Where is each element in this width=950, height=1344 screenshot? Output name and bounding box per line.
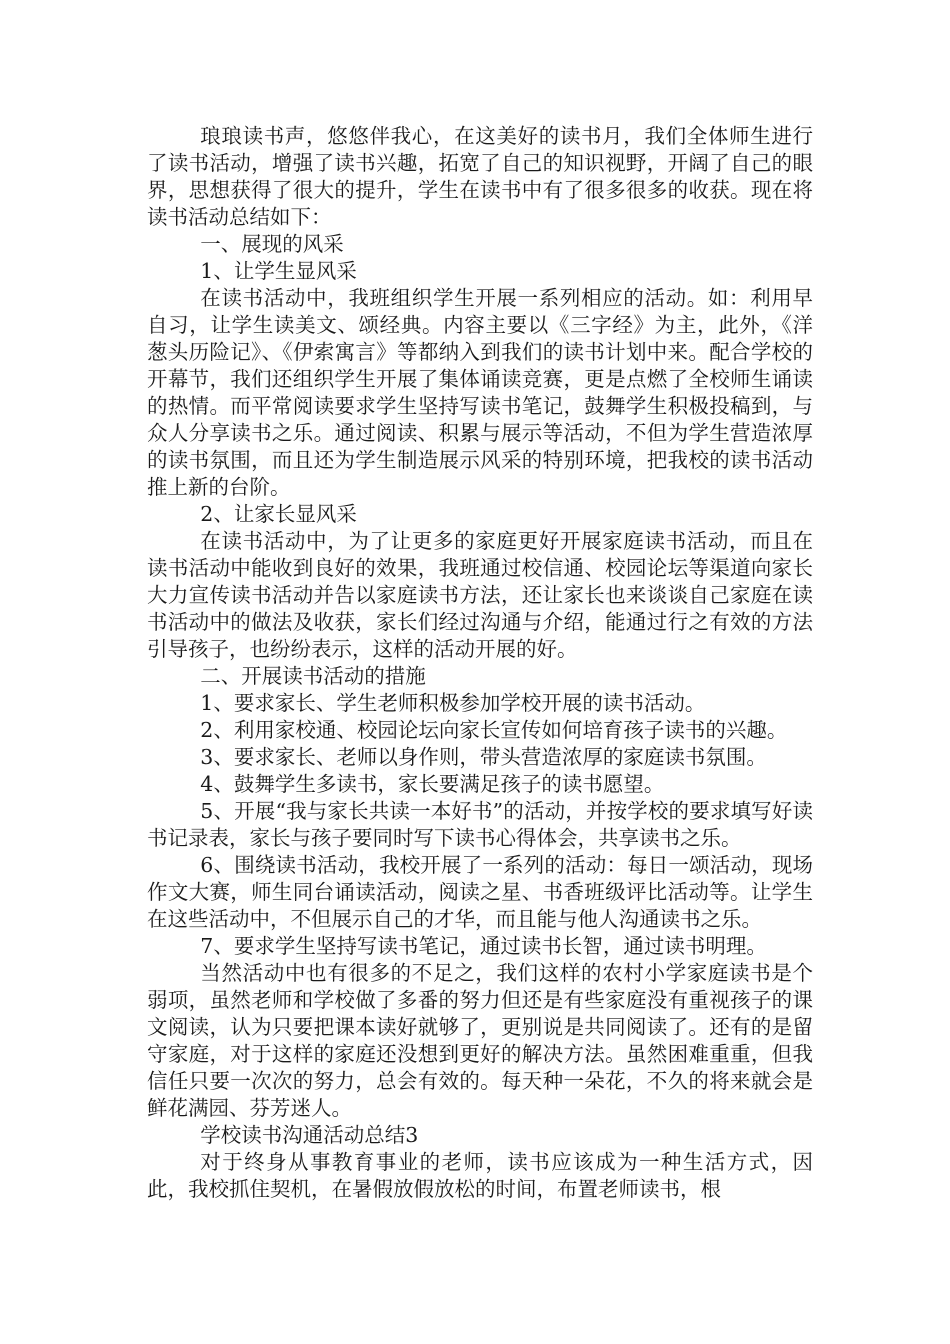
measure-item-7: 7、要求学生坚持写读书笔记，通过读书长智，通过读书明理。	[200, 934, 767, 958]
section-heading-1: 一、展现的风采	[200, 232, 344, 256]
measure-item-4: 4、鼓舞学生多读书，家长要满足孩子的读书愿望。	[200, 772, 665, 796]
document-body	[147, 123, 813, 1203]
section-heading-2: 二、开展读书活动的措施	[200, 664, 426, 688]
intro-paragraph: 琅琅读书声，悠悠伴我心，在这美好的读书月，我们全体师生进行了读书活动，增强了读书兴趣，拓宽了自己的知识视野，开阔了自己的眼界，思想获得了很大的提升，学生在读书中有了很多很多的收获。现在将读书活动总结如下：	[147, 124, 813, 229]
students-paragraph: 在读书活动中，我班组织学生开展一系列相应的活动。如：利用早自习，让学生读美文、颂经典。内容主要以《三字经》为主，此外，《洋葱头历险记》、《伊索寓言》等都纳入到我们的读书计划中来。配合学校的开幕节，我们还组织学生开展了集体诵读竞赛，更是点燃了全校师生诵读的热情。而平常阅读要求学生坚持写读书笔记，鼓舞学生积极投稿到，与众人分享读书之乐。通过阅读、积累与展示等活动，不但为学生营造浓厚的读书氛围，而且还为学生制造展示风采的特别环境，把我校的读书活动推上新的台阶。	[147, 286, 813, 499]
measure-item-2: 2、利用家校通、校园论坛向家长宣传如何培育孩子读书的兴趣。	[200, 718, 788, 742]
measure-item-6: 6、围绕读书活动，我校开展了一系列的活动：每日一颂活动，现场作文大赛，师生同台诵读活动，阅读之星、书香班级评比活动等。让学生在这些活动中，不但展示自己的才华，而且能与他人沟通读书之乐。	[147, 853, 813, 931]
summary-3-title: 学校读书沟通活动总结3	[200, 1123, 419, 1147]
shortcomings-paragraph: 当然活动中也有很多的不足之，我们这样的农村小学家庭读书是个弱项，虽然老师和学校做了多番的努力但还是有些家庭没有重视孩子的课文阅读，认为只要把课本读好就够了，更别说是共同阅读了。还有的是留守家庭，对于这样的家庭还没想到更好的解决方法。虽然困难重重，但我信任只要一次次的努力，总会有效的。每天种一朵花，不久的将来就会是鲜花满园、芬芳迷人。	[147, 961, 813, 1120]
subsection-heading-students: 1、让学生显风采	[200, 259, 357, 283]
measure-item-3: 3、要求家长、老师以身作则，带头营造浓厚的家庭读书氛围。	[200, 745, 767, 769]
summary-3-paragraph: 对于终身从事教育事业的老师，读书应该成为一种生活方式，因此，我校抓住契机，在暑假放假放松的时间，布置老师读书，根	[147, 1150, 813, 1201]
subsection-heading-parents: 2、让家长显风采	[200, 502, 357, 526]
measure-item-1: 1、要求家长、学生老师积极参加学校开展的读书活动。	[200, 691, 706, 715]
parents-paragraph: 在读书活动中，为了让更多的家庭更好开展家庭读书活动，而且在读书活动中能收到良好的效果，我班通过校信通、校园论坛等渠道向家长大力宣传读书活动并告以家庭读书方法，还让家长也来谈谈自己家庭在读书活动中的做法及收获，家长们经过沟通与介绍，能通过行之有效的方法引导孩子，也纷纷表示，这样的活动开展的好。	[147, 529, 813, 661]
measure-item-5: 5、开展“我与家长共读一本好书”的活动，并按学校的要求填写好读书记录表，家长与孩子要同时写下读书心得体会，共享读书之乐。	[147, 799, 813, 850]
